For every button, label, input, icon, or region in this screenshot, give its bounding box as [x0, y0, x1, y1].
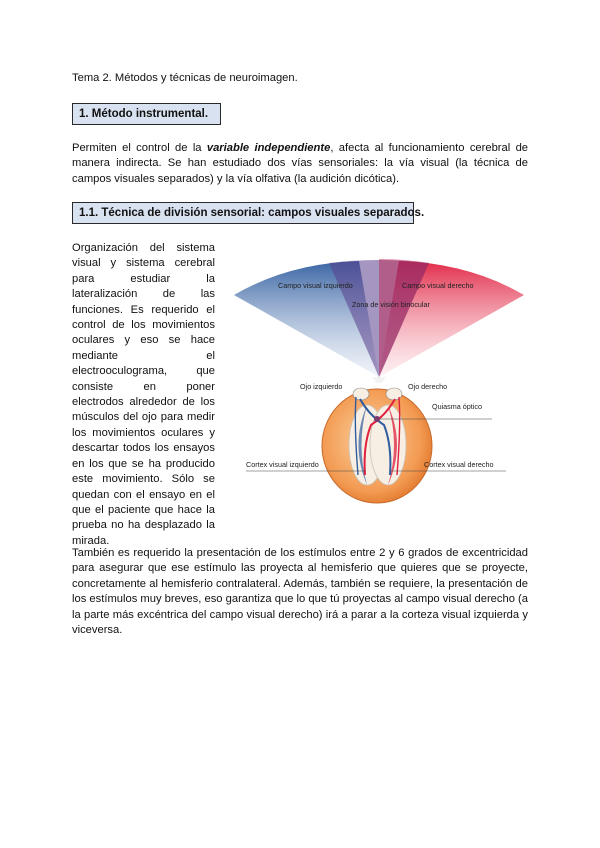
- right-cortex-label: Cortex visual derecho: [424, 460, 494, 469]
- left-cortex-label: Cortex visual izquierdo: [246, 460, 319, 469]
- topic-line: Tema 2. Métodos y técnicas de neuroimagen.: [72, 72, 298, 84]
- paragraph-intro-post: , afecta al funcionamiento cerebral de manera indirecta. Se han estudiado dos vías sensoriales: la vía visual (la técnica de campos visuales separados) y la vía olfativa (la audición dicótica).: [72, 142, 529, 185]
- binocular-label: Zona de visión binocular: [352, 300, 430, 309]
- visual-fields-figure: [234, 255, 524, 505]
- paragraph-electrooculograma: Organización del sistema visual y sistema cerebral para estudiar la lateralización de las funciones. Es requerido el control de los movimientos oculares y eso se hace mediante el electrooculograma, que consiste en poner electrodos alrededor de los músculos del ojo para medir los movimientos oculares y descartar todos los ensayos en los que se ha producido este movimiento. Sólo se quedan con el ensayo en el que el paciente que hace la prueba no ha desplazado la mirada.: [72, 242, 215, 547]
- paragraph-excentricidad: También es requerido la presentación de los estímulos entre 2 y 6 grados de excentricidad para asegurar que ese estímulo las proyecta al hemisferio que quieres que se proyecte, concretamente al hemisferio contralateral. Además, también se requiere, la presentación de los estímulos muy breves, eso garantiza que lo que tú proyectas al campo visual derecho (a la parte más excéntrica del campo visual derecho) irá a parar a la corteza visual izquierda y viceversa.: [72, 547, 528, 637]
- visual-fields-diagram: [234, 255, 524, 505]
- eye-gap-notch: [372, 377, 386, 383]
- head-top-view: [322, 388, 432, 503]
- section-heading-metodo-instrumental: 1. Método instrumental.: [72, 103, 221, 125]
- right-eye-label: Ojo derecho: [408, 382, 448, 391]
- chiasm-label: Quiasma óptico: [432, 402, 482, 411]
- right-field-label: Campo visual derecho: [402, 281, 474, 290]
- left-eye-label: Ojo izquierdo: [300, 382, 343, 391]
- paragraph-intro-pre: Permiten el control de la: [72, 142, 207, 154]
- paragraph-intro: [72, 141, 528, 187]
- section-heading-division-sensorial: 1.1. Técnica de división sensorial: campos visuales separados.: [72, 202, 414, 224]
- left-field-label: Campo visual izquierdo: [278, 281, 353, 290]
- variable-independiente-term: variable independiente: [206, 142, 331, 154]
